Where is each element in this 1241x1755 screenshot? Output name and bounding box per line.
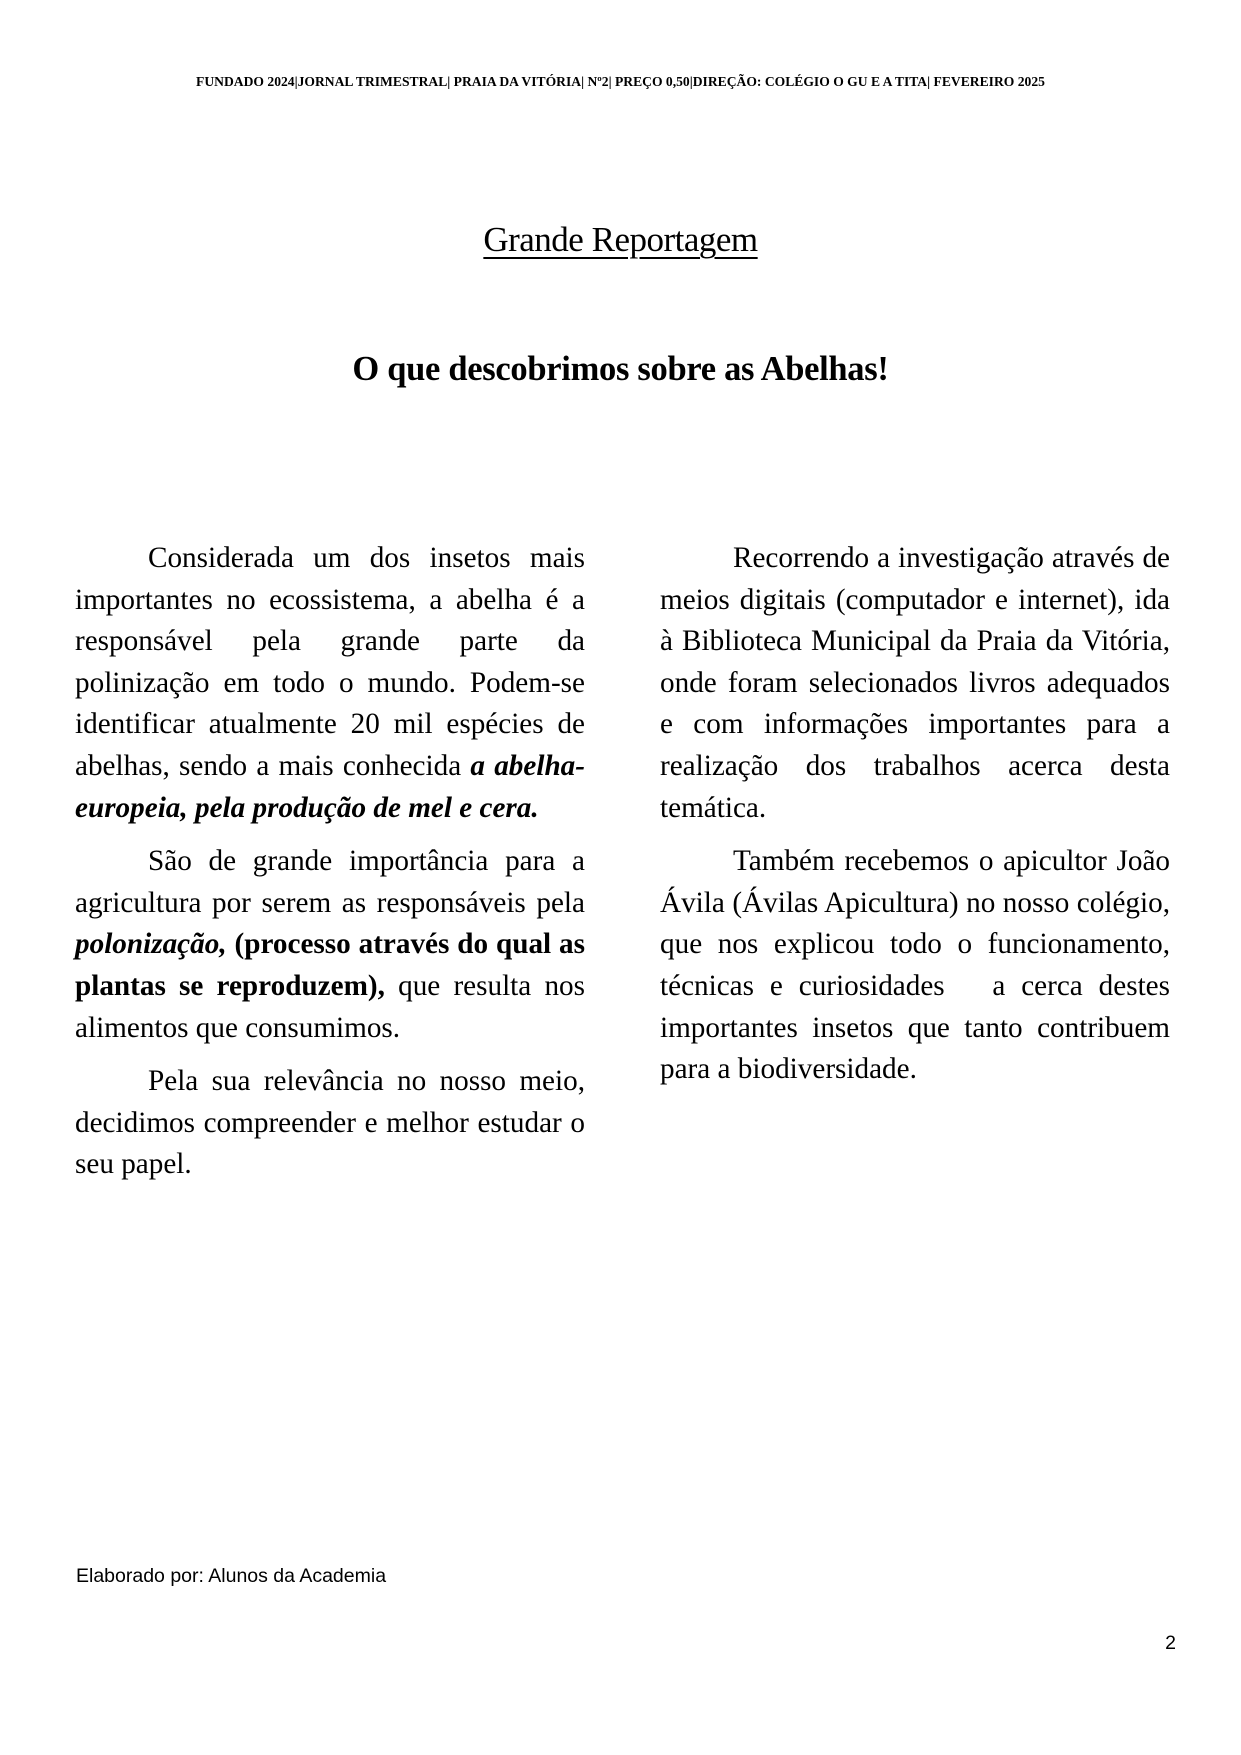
paragraph-relevance: Pela sua relevância no nosso meio, decidimos compreender e melhor estudar o seu papel.	[75, 1065, 585, 1181]
paragraph-text: Considerada um dos insetos mais importantes no ecossistema, a abelha é a responsável pela grande parte da polinização em todo o mundo. Podem-se identificar atualmente 20 mil espécies de abelhas, sendo a mais conhecida	[75, 542, 585, 782]
paragraph-bees-intro	[75, 538, 585, 829]
paragraph-beekeeper-visit: Também recebemos o apicultor João Ávila (Ávilas Apicultura) no nosso colégio, que nos explicou todo o funcionamento, técnicas e curiosidades a cerca destes importantes insetos que tanto contribuem para a biodiversidade.	[660, 845, 1178, 1086]
article-left-column	[75, 538, 585, 1198]
article-right-column	[660, 538, 1178, 1103]
paragraph-agriculture	[75, 841, 585, 1049]
bold-definition: (processo através do qual as plantas se reproduzem),	[75, 928, 585, 1002]
paragraph-research: Recorrendo a investigação através de meios digitais (computador e internet), ida à Biblioteca Municipal da Praia da Vitória, onde foram selecionados livros adequados e com informações importantes para a realização dos trabalhos acerca desta temática.	[660, 542, 1170, 824]
paragraph-text: São de grande importância para a agricultura por serem as responsáveis pela	[75, 845, 585, 919]
paragraph-text: que resulta nos alimentos que consumimos.	[75, 969, 585, 1044]
article-title: O que descobrimos sobre as Abelhas!	[352, 350, 889, 388]
newspaper-masthead: FUNDADO 2024|JORNAL TRIMESTRAL| PRAIA DA VITÓRIA| Nº2| PREÇO 0,50|DIREÇÃO: COLÉGIO O GU E A TITA| FEVEREIRO 2025	[196, 74, 1045, 89]
page-number: 2	[1165, 1632, 1176, 1654]
emphasized-term: polonização,	[75, 928, 227, 961]
section-label: Grande Reportagem	[483, 220, 758, 259]
emphasized-text: a abelha-europeia, pela produção de mel e cera.	[75, 749, 585, 824]
footer-credit: Elaborado por: Alunos da Academia	[76, 1565, 387, 1587]
